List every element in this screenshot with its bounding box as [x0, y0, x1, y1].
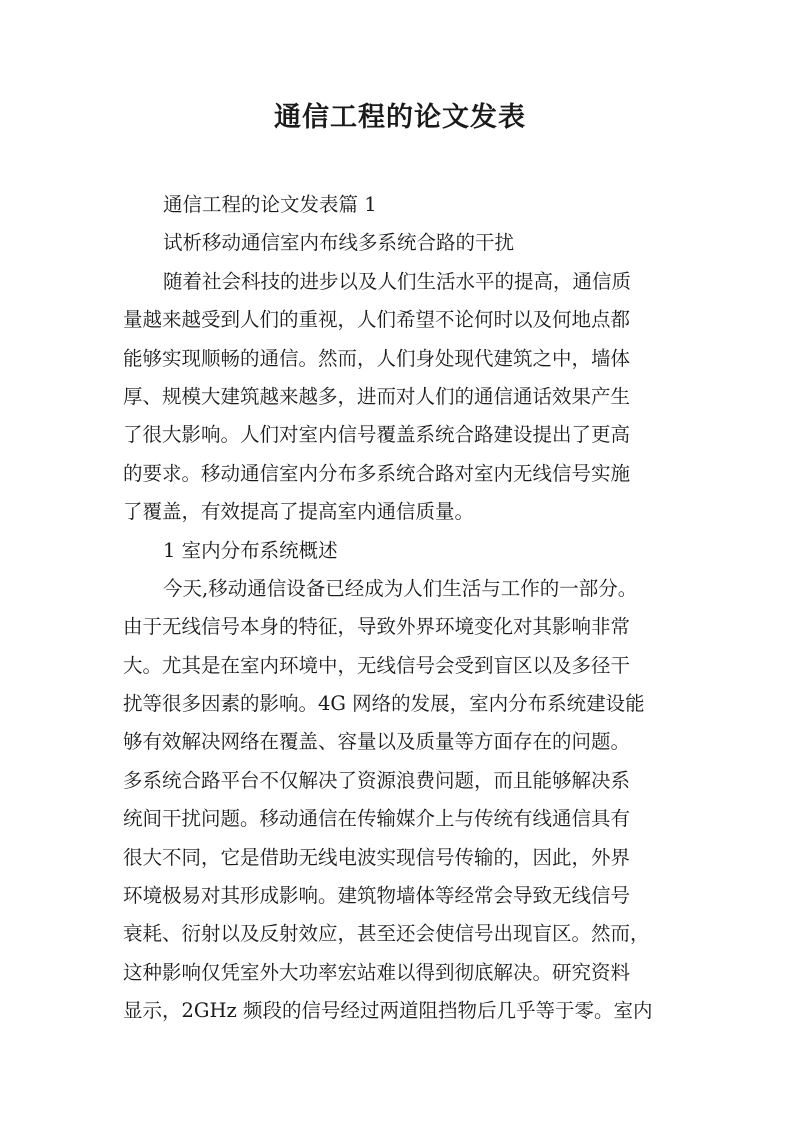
paragraph-line: 多系统合路平台不仅解决了资源浪费问题，而且能够解决系: [123, 768, 631, 792]
paragraph-line: 能够实现顺畅的通信。然而，人们身处现代建筑之中，墙体: [123, 346, 631, 370]
paragraph-line: 了很大影响。人们对室内信号覆盖系统合路建设提出了更高: [123, 423, 631, 447]
paragraph-line: 的要求。移动通信室内分布多系统合路对室内无线信号实施: [123, 461, 631, 485]
paragraph-line: 随着社会科技的进步以及人们生活水平的提高，通信质: [163, 269, 632, 293]
paragraph-line: 由于无线信号本身的特征，导致外界环境变化对其影响非常: [123, 615, 631, 639]
paragraph-line: 环境极易对其形成影响。建筑物墙体等经常会导致无线信号: [123, 884, 631, 908]
paragraph-line: 够有效解决网络在覆盖、容量以及质量等方面存在的问题。: [123, 730, 631, 754]
document-title: 通信工程的论文发表: [274, 102, 526, 133]
paragraph-line: 显示，2GHz 频段的信号经过两道阻挡物后几乎等于零。室内: [123, 999, 653, 1023]
paragraph-line: 很大不同，它是借助无线电波实现信号传输的，因此，外界: [123, 845, 631, 869]
document-body: [123, 186, 679, 1031]
section-heading: 通信工程的论文发表篇 1: [163, 193, 377, 216]
paragraph-line: 厚、规模大建筑越来越多，进而对人们的通信通话效果产生: [123, 384, 631, 408]
paragraph-line: 这种影响仅凭室外大功率宏站难以得到彻底解决。研究资料: [123, 960, 631, 984]
paragraph-line: 量越来越受到人们的重视，人们希望不论何时以及何地点都: [123, 308, 631, 332]
paragraph-line: 今天,移动通信设备已经成为人们生活与工作的一部分。: [163, 576, 638, 600]
paragraph-line: 统间干扰问题。移动通信在传输媒介上与传统有线通信具有: [123, 807, 631, 831]
paragraph-line: 扰等很多因素的影响。4G 网络的发展，室内分布系统建设能: [123, 692, 645, 716]
paragraph-line: 大。尤其是在室内环境中，无线信号会受到盲区以及多径干: [123, 653, 631, 677]
paragraph-line: 了覆盖，有效提高了提高室内通信质量。: [123, 500, 475, 524]
article-title: 试析移动通信室内布线多系统合路的干扰: [163, 231, 515, 255]
paragraph-line: 衰耗、衍射以及反射效应，甚至还会使信号出现盲区。然而，: [123, 922, 650, 946]
subsection-heading: 1 室内分布系统概述: [163, 538, 338, 562]
